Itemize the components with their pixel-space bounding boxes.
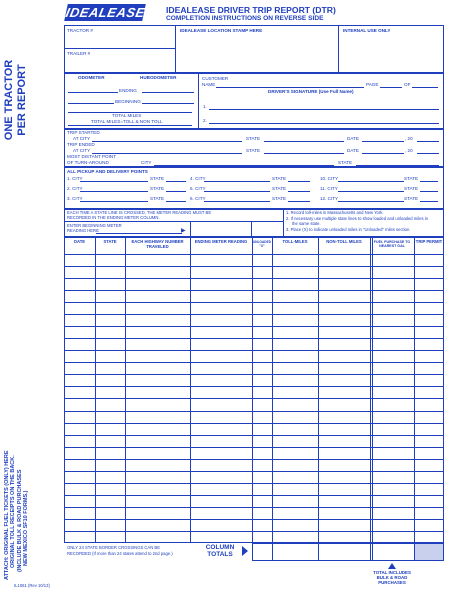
pickup-state-label: STATE bbox=[272, 176, 287, 181]
pickup-city-label: 3. CITY bbox=[67, 196, 83, 201]
attach-line: ORIGINAL TOLL RECEIPTS ON THE BACK. bbox=[10, 455, 17, 568]
total-fuel-field[interactable] bbox=[373, 544, 413, 560]
pickup-header: ALL PICKUP AND DELIVERY POINTS bbox=[67, 169, 148, 174]
turnaround-state-label: STATE bbox=[338, 160, 353, 165]
table-row[interactable] bbox=[64, 483, 444, 484]
table-column-divider bbox=[414, 237, 415, 543]
form-id: IL1061 (Rev 10/13) bbox=[14, 583, 50, 588]
pickup-state-label: STATE bbox=[150, 186, 165, 191]
pickup-state-field[interactable] bbox=[420, 181, 438, 182]
trip-ended-city-label: AT CITY bbox=[73, 148, 91, 153]
form-subtitle: COMPLETION INSTRUCTIONS ON REVERSE SIDE bbox=[166, 15, 324, 22]
pickup-city-label: 4. CITY bbox=[190, 176, 206, 181]
pickup-state-field[interactable] bbox=[166, 181, 186, 182]
table-column-divider bbox=[272, 237, 273, 543]
table-row[interactable] bbox=[64, 411, 444, 412]
table-row[interactable] bbox=[64, 374, 444, 375]
attach-line: NEW MEXICO SF10 FORMS.) bbox=[23, 490, 30, 566]
beginning-label: BEGINNING bbox=[115, 99, 141, 104]
enter-meter-label-1: ENTER BEGINNING METER bbox=[67, 223, 122, 228]
instruction-right-1: 1. Record toll-miles in Massachusetts and New York. bbox=[286, 210, 384, 215]
pickup-state-field[interactable] bbox=[420, 191, 438, 192]
table-header-cell: FUEL PURCHASE TO NEAREST GAL bbox=[373, 240, 411, 249]
pickup-state-label: STATE bbox=[272, 196, 287, 201]
table-column-divider bbox=[95, 237, 96, 543]
trailer-label: TRAILER # bbox=[67, 51, 91, 56]
table-row[interactable] bbox=[64, 290, 444, 291]
table-row[interactable] bbox=[64, 435, 444, 436]
pickup-state-field[interactable] bbox=[288, 201, 310, 202]
pickup-state-label: STATE bbox=[404, 196, 419, 201]
trip-started-label: TRIP STARTED bbox=[67, 130, 100, 135]
customer-name-label: NAME bbox=[202, 82, 216, 87]
pickup-city-field[interactable] bbox=[204, 201, 270, 202]
footer-note-1: ONLY 24 STATE BORDER CROSSINGS CAN BE bbox=[67, 545, 160, 550]
table-column-divider bbox=[252, 237, 253, 543]
enter-meter-label-2: READING HERE bbox=[67, 228, 99, 233]
customer-label: CUSTOMER bbox=[202, 76, 229, 81]
attach-line: ATTACH: ORIGINAL FUEL TICKETS (ONLY) HERE bbox=[4, 450, 10, 580]
arrow-right-icon: ▶ bbox=[181, 228, 186, 234]
pickup-state-field[interactable] bbox=[288, 191, 310, 192]
side-title-line2: PER REPORT bbox=[16, 64, 28, 136]
attach-instructions bbox=[4, 400, 64, 580]
odometer-label: ODOMETER bbox=[78, 75, 105, 80]
ending-label: ENDING bbox=[119, 88, 137, 93]
trip-ended-year-label: , 20 bbox=[405, 148, 413, 153]
footer-note-2: RECORDED (If more than 24 states attend to 2nd page.) bbox=[67, 551, 173, 556]
pickup-state-field[interactable] bbox=[420, 201, 438, 202]
page-label: PAGE bbox=[366, 82, 379, 87]
table-column-divider bbox=[190, 237, 191, 543]
pickup-city-label: 2. CITY bbox=[67, 186, 83, 191]
arrow-right-icon bbox=[242, 546, 248, 556]
instruction-right-2: 2. If necessary use multiple state lines to show loaded and unloaded miles in bbox=[286, 216, 428, 221]
table-header-cell: EACH HIGHWAY NUMBER TRAVELED bbox=[131, 239, 184, 249]
pickup-city-label: 11. CITY bbox=[320, 186, 338, 191]
column-totals-text: COLUMN TOTALS bbox=[205, 544, 235, 558]
table-header-cell: TOLL-MILES bbox=[282, 239, 308, 244]
total-unloaded-field[interactable] bbox=[253, 544, 271, 560]
table-header-cell: NON-TOLL MILES bbox=[326, 239, 362, 244]
trip-ended-date-label: DATE bbox=[347, 148, 359, 153]
totals-divider bbox=[370, 543, 371, 561]
pickup-city-field[interactable] bbox=[338, 191, 404, 192]
table-row[interactable] bbox=[64, 519, 444, 520]
table-row[interactable] bbox=[64, 314, 444, 315]
total-toll-miles-field[interactable] bbox=[273, 544, 317, 560]
pickup-city-field[interactable] bbox=[80, 191, 148, 192]
table-row[interactable] bbox=[64, 266, 444, 267]
pickup-city-label: 10. CITY bbox=[320, 176, 339, 181]
trip-ended-state-label: STATE bbox=[246, 148, 261, 153]
pickup-city-field[interactable] bbox=[338, 201, 404, 202]
table-column-divider bbox=[370, 237, 371, 543]
pickup-state-label: STATE bbox=[404, 176, 419, 181]
instruction-right-3: 3. Place (X) to indicate unloaded miles in "Unloaded" miles section. bbox=[286, 227, 411, 232]
pickup-city-field[interactable] bbox=[338, 181, 404, 182]
turnaround-label: OF TURN-AROUND bbox=[67, 160, 109, 165]
table-row[interactable] bbox=[64, 531, 444, 532]
internal-use-label: INTERNAL USE ONLY bbox=[343, 28, 391, 33]
table-row[interactable] bbox=[64, 423, 444, 424]
table-row[interactable] bbox=[64, 495, 444, 496]
total-toll-label: TOTAL MILES=TOLL & NON TOLL bbox=[91, 119, 163, 124]
column-totals-label bbox=[200, 544, 240, 558]
total-note: TOTAL INCLUDES BULK & ROAD PURCHASES bbox=[373, 570, 411, 585]
signature-2-label: 2. bbox=[203, 118, 207, 123]
pickup-state-label: STATE bbox=[272, 186, 287, 191]
arrow-up-icon bbox=[388, 563, 396, 569]
total-miles-label: TOTAL MILES bbox=[112, 113, 142, 118]
table-row[interactable] bbox=[64, 386, 444, 387]
side-title-line1: ONE TRACTOR bbox=[3, 59, 15, 141]
pickup-city-field[interactable] bbox=[80, 181, 148, 182]
beginning-meter-field[interactable] bbox=[190, 222, 252, 236]
turnaround-city-label: CITY bbox=[141, 160, 152, 165]
pickup-city-field[interactable] bbox=[80, 201, 148, 202]
trailer-field[interactable] bbox=[66, 56, 173, 71]
pickup-city-field[interactable] bbox=[204, 191, 270, 192]
instruction-right-2b: the same state. bbox=[292, 221, 321, 226]
total-non-toll-field[interactable] bbox=[319, 544, 369, 560]
attach-line: (INCLUDE BULK & ROAD PURCHASES bbox=[16, 469, 23, 572]
trip-table bbox=[64, 237, 444, 543]
trip-started-state-label: STATE bbox=[246, 136, 261, 141]
table-header-cell: UNLOADED "X" bbox=[252, 240, 272, 248]
pickup-city-label: 1. CITY bbox=[67, 176, 83, 181]
signature-1-label: 1. bbox=[203, 104, 207, 109]
tractor-label: TRACTOR # bbox=[67, 28, 93, 33]
trip-permit-total-shaded-cell bbox=[415, 544, 443, 560]
trip-started-date-label: DATE bbox=[347, 136, 359, 141]
pickup-state-field[interactable] bbox=[288, 181, 310, 182]
table-header-divider bbox=[64, 254, 444, 255]
customer-name-field[interactable] bbox=[216, 87, 364, 88]
stamp-label: IDEALEASE LOCATION STAMP HERE bbox=[180, 28, 263, 33]
table-header-cell: STATE bbox=[103, 239, 117, 244]
instruction-left-2: RECORDED IN THE ENDING METER COLUMN. bbox=[67, 215, 160, 220]
pickup-state-label: STATE bbox=[404, 186, 419, 191]
table-header-cell: DATE bbox=[73, 239, 86, 244]
table-header-cell: TRIP PERMIT bbox=[415, 239, 443, 244]
pickup-city-field[interactable] bbox=[204, 181, 270, 182]
form-title: IDEALEASE DRIVER TRIP REPORT (DTR) bbox=[166, 5, 336, 15]
table-row[interactable] bbox=[64, 447, 444, 448]
signature-1-field[interactable] bbox=[209, 109, 439, 110]
of-field[interactable] bbox=[412, 87, 438, 88]
pickup-state-label: STATE bbox=[150, 196, 165, 201]
pickup-city-label: 5. CITY bbox=[190, 186, 206, 191]
instruction-left-1: EACH TIME A STATE LINE IS CROSSED, THE METER READING MUST BE bbox=[67, 210, 212, 215]
signature-2-field[interactable] bbox=[209, 123, 439, 124]
pickup-state-field[interactable] bbox=[166, 201, 186, 202]
table-row[interactable] bbox=[64, 471, 444, 472]
table-row[interactable] bbox=[64, 350, 444, 351]
table-row[interactable] bbox=[64, 278, 444, 279]
table-row[interactable] bbox=[64, 338, 444, 339]
trip-started-year-label: , 20 bbox=[405, 136, 413, 141]
hubodometer-label: HUBODOMETER bbox=[140, 75, 177, 80]
pickup-state-label: STATE bbox=[150, 176, 165, 181]
idealease-logo: IDEALEASE bbox=[64, 5, 147, 20]
trip-started-city-label: AT CITY bbox=[73, 136, 91, 141]
table-header-cell: ENDING METER READING bbox=[194, 239, 248, 244]
tractor-field[interactable] bbox=[66, 33, 173, 47]
signature-label: DRIVER'S SIGNATURE (Use Full Name) bbox=[268, 89, 354, 94]
pickup-city-label: 12. CITY bbox=[320, 196, 339, 201]
table-row[interactable] bbox=[64, 459, 444, 460]
of-label: OF bbox=[404, 82, 411, 87]
trip-ended-label: TRIP ENDED bbox=[67, 142, 95, 147]
pickup-state-field[interactable] bbox=[166, 191, 186, 192]
table-row[interactable] bbox=[64, 362, 444, 363]
page-field[interactable] bbox=[380, 87, 402, 88]
table-column-divider bbox=[125, 237, 126, 543]
table-row[interactable] bbox=[64, 302, 444, 303]
table-column-divider bbox=[318, 237, 319, 543]
distant-point-label: MOST DISTANT POINT bbox=[67, 154, 117, 159]
table-row[interactable] bbox=[64, 326, 444, 327]
pickup-city-label: 6. CITY bbox=[190, 196, 206, 201]
table-row[interactable] bbox=[64, 507, 444, 508]
table-row[interactable] bbox=[64, 398, 444, 399]
